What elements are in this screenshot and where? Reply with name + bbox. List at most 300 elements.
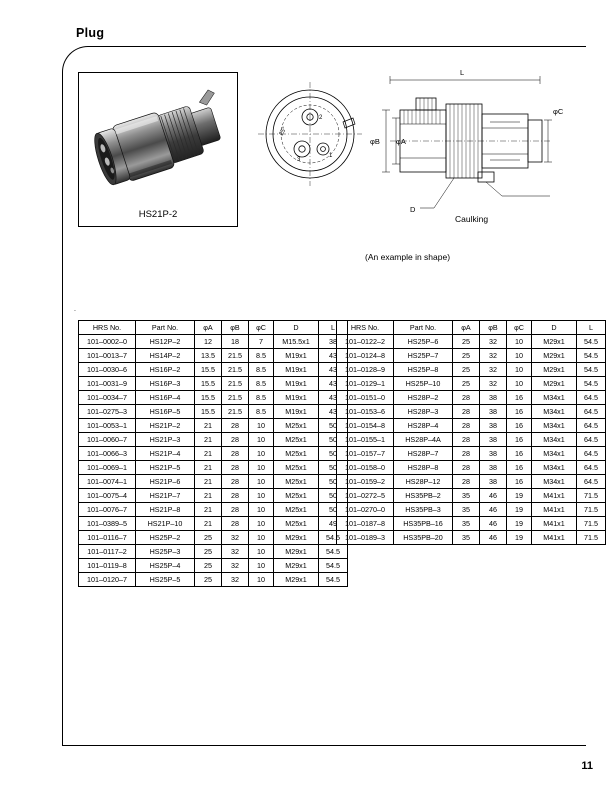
cell-hrs-no: 101–0154–8 [337, 419, 394, 433]
cell-phi-b: 28 [222, 517, 249, 531]
cell-phi-b: 28 [222, 503, 249, 517]
cell-phi-c: 16 [507, 391, 532, 405]
cell-part-no: HS25P–3 [136, 545, 195, 559]
cell-d: M29x1 [532, 349, 577, 363]
cell-phi-b: 46 [480, 531, 507, 545]
cell-hrs-no: 101–0124–8 [337, 349, 394, 363]
cell-l: 54.5 [319, 573, 348, 587]
product-photo-box [78, 72, 238, 227]
cell-part-no: HS21P–3 [136, 433, 195, 447]
cell-l: 49 [319, 517, 348, 531]
cell-l: 64.5 [577, 447, 606, 461]
cell-hrs-no: 101–0031–9 [79, 377, 136, 391]
cell-phi-b: 46 [480, 517, 507, 531]
table-row [79, 489, 348, 503]
col-hrs-no: HRS No. [337, 321, 394, 335]
cell-phi-b: 32 [222, 573, 249, 587]
cell-l: 54.5 [319, 531, 348, 545]
connector-photo-icon [79, 73, 237, 226]
cell-phi-c: 10 [249, 489, 274, 503]
cell-phi-c: 10 [249, 461, 274, 475]
col-phi-b: φB [480, 321, 507, 335]
cell-hrs-no: 101–0155–1 [337, 433, 394, 447]
col-d: D [274, 321, 319, 335]
decorative-dot: . [74, 306, 76, 313]
cell-d: M25x1 [274, 517, 319, 531]
cell-hrs-no: 101–0013–7 [79, 349, 136, 363]
cell-phi-c: 19 [507, 517, 532, 531]
table-row [337, 335, 606, 349]
cell-hrs-no: 101–0270–0 [337, 503, 394, 517]
cell-l: 54.5 [577, 335, 606, 349]
caulking-label: Caulking [455, 214, 489, 224]
col-phi-a: φA [453, 321, 480, 335]
cell-phi-c: 10 [249, 545, 274, 559]
cell-d: M34x1 [532, 447, 577, 461]
cell-d: M41x1 [532, 489, 577, 503]
cell-hrs-no: 101–0120–7 [79, 573, 136, 587]
cell-phi-b: 46 [480, 503, 507, 517]
cell-d: M25x1 [274, 419, 319, 433]
cell-phi-a: 28 [453, 391, 480, 405]
cell-hrs-no: 101–0122–2 [337, 335, 394, 349]
table-header-row [79, 321, 348, 335]
cell-l: 71.5 [577, 517, 606, 531]
dim-label-D: D [410, 205, 416, 214]
cell-phi-c: 16 [507, 475, 532, 489]
col-phi-c: φC [249, 321, 274, 335]
table-row [337, 377, 606, 391]
cell-hrs-no: 101–0074–1 [79, 475, 136, 489]
cell-phi-b: 21.5 [222, 363, 249, 377]
cell-hrs-no: 101–0117–2 [79, 545, 136, 559]
table-row [79, 517, 348, 531]
table-row [337, 391, 606, 405]
cell-part-no: HS14P–2 [136, 349, 195, 363]
cell-d: M25x1 [274, 447, 319, 461]
cell-phi-b: 21.5 [222, 349, 249, 363]
cell-phi-b: 38 [480, 419, 507, 433]
cell-part-no: HS16P–5 [136, 405, 195, 419]
col-phi-c: φC [507, 321, 532, 335]
col-part-no: Part No. [136, 321, 195, 335]
cell-l: 43 [319, 405, 348, 419]
cell-phi-c: 19 [507, 531, 532, 545]
cell-part-no: HS28P–3 [394, 405, 453, 419]
cell-d: M29x1 [532, 363, 577, 377]
cell-l: 64.5 [577, 461, 606, 475]
cell-phi-c: 8.5 [249, 377, 274, 391]
cell-phi-a: 21 [195, 419, 222, 433]
cell-l: 50 [319, 419, 348, 433]
cell-hrs-no: 101–0189–3 [337, 531, 394, 545]
cell-phi-b: 32 [222, 531, 249, 545]
cell-phi-b: 38 [480, 461, 507, 475]
table-row [79, 475, 348, 489]
cell-phi-c: 16 [507, 419, 532, 433]
cell-part-no: HS25P–4 [136, 559, 195, 573]
cell-phi-b: 28 [222, 433, 249, 447]
cell-phi-b: 46 [480, 489, 507, 503]
cell-hrs-no: 101–0002–0 [79, 335, 136, 349]
cell-d: M29x1 [532, 377, 577, 391]
cell-l: 50 [319, 461, 348, 475]
cell-phi-a: 35 [453, 517, 480, 531]
cell-phi-c: 8.5 [249, 363, 274, 377]
cell-phi-b: 21.5 [222, 391, 249, 405]
cell-phi-a: 13.5 [195, 349, 222, 363]
cell-phi-a: 25 [195, 545, 222, 559]
cell-phi-b: 28 [222, 461, 249, 475]
cell-phi-c: 8.5 [249, 349, 274, 363]
table-row [337, 447, 606, 461]
cell-d: M19x1 [274, 363, 319, 377]
table-row [79, 503, 348, 517]
svg-text:25°: 25° [278, 126, 289, 137]
cell-d: M19x1 [274, 391, 319, 405]
cell-phi-a: 25 [453, 349, 480, 363]
cell-phi-c: 16 [507, 433, 532, 447]
cell-phi-a: 21 [195, 447, 222, 461]
cell-l: 71.5 [577, 531, 606, 545]
cell-hrs-no: 101–0053–1 [79, 419, 136, 433]
cell-phi-a: 15.5 [195, 391, 222, 405]
cell-phi-a: 25 [195, 531, 222, 545]
cell-phi-a: 21 [195, 489, 222, 503]
plug-dimension-table-right [336, 320, 606, 545]
cell-part-no: HS12P–2 [136, 335, 195, 349]
cell-hrs-no: 101–0151–0 [337, 391, 394, 405]
cell-d: M29x1 [274, 559, 319, 573]
table-row [79, 447, 348, 461]
example-note: (An example in shape) [365, 252, 451, 262]
cell-hrs-no: 101–0187–8 [337, 517, 394, 531]
cell-hrs-no: 101–0389–5 [79, 517, 136, 531]
cell-phi-c: 10 [507, 377, 532, 391]
col-phi-a: φA [195, 321, 222, 335]
cell-d: M41x1 [532, 517, 577, 531]
cell-l: 71.5 [577, 503, 606, 517]
table-row [337, 433, 606, 447]
cell-part-no: HS35PB–3 [394, 503, 453, 517]
cell-hrs-no: 101–0153–6 [337, 405, 394, 419]
cell-phi-b: 38 [480, 391, 507, 405]
cell-part-no: HS21P–2 [136, 419, 195, 433]
cell-hrs-no: 101–0119–8 [79, 559, 136, 573]
table-row [79, 573, 348, 587]
cell-phi-c: 7 [249, 335, 274, 349]
cell-hrs-no: 101–0157–7 [337, 447, 394, 461]
cell-part-no: HS25P–2 [136, 531, 195, 545]
table-row [337, 405, 606, 419]
photo-caption: HS21P-2 [138, 209, 178, 220]
cell-d: M25x1 [274, 433, 319, 447]
cell-d: M19x1 [274, 349, 319, 363]
cell-d: M41x1 [532, 531, 577, 545]
cell-phi-a: 25 [453, 377, 480, 391]
table-row [79, 433, 348, 447]
cell-phi-a: 35 [453, 489, 480, 503]
cell-hrs-no: 101–0275–3 [79, 405, 136, 419]
table-row [337, 363, 606, 377]
cell-phi-c: 10 [249, 531, 274, 545]
cell-l: 64.5 [577, 433, 606, 447]
engineering-drawing [250, 62, 580, 272]
cell-phi-a: 35 [453, 503, 480, 517]
table-header-row [337, 321, 606, 335]
cell-phi-a: 21 [195, 461, 222, 475]
cell-d: M25x1 [274, 461, 319, 475]
cell-part-no: HS25P–10 [394, 377, 453, 391]
page-title: Plug [76, 26, 105, 40]
cell-phi-b: 32 [480, 377, 507, 391]
cell-l: 50 [319, 503, 348, 517]
cell-l: 50 [319, 447, 348, 461]
cell-d: M15.5x1 [274, 335, 319, 349]
cell-part-no: HS35PB–16 [394, 517, 453, 531]
col-d: D [532, 321, 577, 335]
table-row [79, 377, 348, 391]
cell-phi-b: 38 [480, 475, 507, 489]
col-l: L [577, 321, 606, 335]
cell-part-no: HS35PB–20 [394, 531, 453, 545]
table-row [79, 419, 348, 433]
table-row [337, 349, 606, 363]
cell-part-no: HS28P–4A [394, 433, 453, 447]
cell-phi-a: 12 [195, 335, 222, 349]
cell-d: M25x1 [274, 489, 319, 503]
cell-part-no: HS25P–7 [394, 349, 453, 363]
cell-phi-c: 10 [249, 503, 274, 517]
cell-phi-a: 21 [195, 433, 222, 447]
cell-phi-b: 32 [480, 349, 507, 363]
cell-phi-c: 10 [249, 517, 274, 531]
cell-part-no: HS21P–8 [136, 503, 195, 517]
cell-d: M29x1 [532, 335, 577, 349]
svg-text:2: 2 [319, 115, 323, 121]
cell-part-no: HS16P–2 [136, 363, 195, 377]
cell-phi-a: 15.5 [195, 363, 222, 377]
table-row [337, 489, 606, 503]
cell-l: 43 [319, 349, 348, 363]
cell-l: 64.5 [577, 391, 606, 405]
cell-phi-a: 25 [453, 363, 480, 377]
cell-hrs-no: 101–0030–6 [79, 363, 136, 377]
cell-phi-a: 28 [453, 433, 480, 447]
col-hrs-no: HRS No. [79, 321, 136, 335]
cell-phi-c: 10 [249, 475, 274, 489]
cell-d: M29x1 [274, 573, 319, 587]
cell-d: M34x1 [532, 419, 577, 433]
cell-d: M34x1 [532, 433, 577, 447]
cell-d: M41x1 [532, 503, 577, 517]
cell-phi-c: 8.5 [249, 405, 274, 419]
table-row [79, 405, 348, 419]
cell-phi-b: 21.5 [222, 377, 249, 391]
col-l: L [319, 321, 348, 335]
cell-hrs-no: 101–0069–1 [79, 461, 136, 475]
cell-phi-b: 38 [480, 405, 507, 419]
cell-phi-b: 32 [480, 363, 507, 377]
cell-d: M29x1 [274, 531, 319, 545]
col-phi-b: φB [222, 321, 249, 335]
table-row [337, 531, 606, 545]
cell-phi-a: 25 [195, 559, 222, 573]
cell-phi-c: 16 [507, 447, 532, 461]
cell-phi-a: 21 [195, 475, 222, 489]
cell-hrs-no: 101–0076–7 [79, 503, 136, 517]
cell-phi-b: 28 [222, 475, 249, 489]
cell-l: 43 [319, 391, 348, 405]
table-row [79, 545, 348, 559]
cell-phi-b: 28 [222, 447, 249, 461]
cell-part-no: HS21P–4 [136, 447, 195, 461]
page-number: 11 [581, 760, 593, 772]
cell-hrs-no: 101–0066–3 [79, 447, 136, 461]
cell-phi-b: 38 [480, 433, 507, 447]
cell-l: 43 [319, 363, 348, 377]
cell-phi-a: 21 [195, 503, 222, 517]
cell-l: 64.5 [577, 475, 606, 489]
cell-part-no: HS16P–3 [136, 377, 195, 391]
cell-l: 54.5 [577, 349, 606, 363]
cell-phi-c: 10 [507, 363, 532, 377]
cell-d: M25x1 [274, 475, 319, 489]
cell-part-no: HS28P–2 [394, 391, 453, 405]
cell-phi-b: 32 [480, 335, 507, 349]
svg-text:3: 3 [297, 157, 301, 163]
cell-part-no: HS28P–7 [394, 447, 453, 461]
cell-phi-a: 28 [453, 475, 480, 489]
cell-phi-b: 21.5 [222, 405, 249, 419]
col-part-no: Part No. [394, 321, 453, 335]
cell-hrs-no: 101–0116–7 [79, 531, 136, 545]
cell-phi-b: 38 [480, 447, 507, 461]
cell-phi-a: 28 [453, 405, 480, 419]
table-row [337, 503, 606, 517]
table-row [337, 517, 606, 531]
cell-part-no: HS21P–7 [136, 489, 195, 503]
cell-l: 64.5 [577, 419, 606, 433]
cell-phi-a: 15.5 [195, 377, 222, 391]
cell-d: M29x1 [274, 545, 319, 559]
cell-phi-a: 25 [195, 573, 222, 587]
cell-phi-c: 10 [249, 419, 274, 433]
cell-hrs-no: 101–0075–4 [79, 489, 136, 503]
svg-text:1: 1 [329, 153, 333, 159]
cell-l: 54.5 [319, 559, 348, 573]
table-row [79, 363, 348, 377]
cell-hrs-no: 101–0158–0 [337, 461, 394, 475]
cell-phi-c: 19 [507, 489, 532, 503]
cell-phi-c: 10 [507, 335, 532, 349]
cell-d: M25x1 [274, 503, 319, 517]
table-row [79, 391, 348, 405]
cell-l: 50 [319, 433, 348, 447]
cell-phi-a: 21 [195, 517, 222, 531]
cell-phi-c: 19 [507, 503, 532, 517]
cell-phi-b: 28 [222, 489, 249, 503]
cell-l: 43 [319, 377, 348, 391]
cell-d: M34x1 [532, 461, 577, 475]
cell-part-no: HS25P–5 [136, 573, 195, 587]
cell-phi-a: 15.5 [195, 405, 222, 419]
cell-phi-b: 18 [222, 335, 249, 349]
dim-label-L: L [460, 68, 465, 77]
cell-part-no: HS21P–10 [136, 517, 195, 531]
cell-hrs-no: 101–0034–7 [79, 391, 136, 405]
cell-phi-b: 28 [222, 419, 249, 433]
cell-phi-b: 32 [222, 545, 249, 559]
cell-d: M34x1 [532, 405, 577, 419]
cell-part-no: HS25P–6 [394, 335, 453, 349]
cell-phi-b: 32 [222, 559, 249, 573]
cell-hrs-no: 101–0272–5 [337, 489, 394, 503]
cell-phi-c: 16 [507, 461, 532, 475]
dim-label-phiA: φA [396, 137, 406, 146]
cell-part-no: HS28P–12 [394, 475, 453, 489]
cell-hrs-no: 101–0159–2 [337, 475, 394, 489]
cell-phi-a: 28 [453, 447, 480, 461]
cell-phi-c: 10 [249, 559, 274, 573]
dim-label-phiC: φC [553, 107, 564, 116]
cell-hrs-no: 101–0129–1 [337, 377, 394, 391]
plug-dimension-table-left [78, 320, 348, 587]
cell-phi-c: 10 [249, 433, 274, 447]
table-row [79, 531, 348, 545]
cell-phi-a: 28 [453, 461, 480, 475]
cell-part-no: HS28P–8 [394, 461, 453, 475]
cell-part-no: HS21P–6 [136, 475, 195, 489]
dim-label-phiB: φB [370, 137, 380, 146]
table-row [79, 349, 348, 363]
cell-d: M34x1 [532, 475, 577, 489]
cell-phi-a: 35 [453, 531, 480, 545]
cell-phi-a: 28 [453, 419, 480, 433]
cell-d: M19x1 [274, 405, 319, 419]
cell-hrs-no: 101–0060–7 [79, 433, 136, 447]
cell-part-no: HS35PB–2 [394, 489, 453, 503]
cell-part-no: HS21P–5 [136, 461, 195, 475]
table-row [79, 559, 348, 573]
cell-l: 54.5 [319, 545, 348, 559]
cell-l: 38 [319, 335, 348, 349]
cell-d: M34x1 [532, 391, 577, 405]
cell-l: 71.5 [577, 489, 606, 503]
cell-l: 64.5 [577, 405, 606, 419]
cell-part-no: HS28P–4 [394, 419, 453, 433]
cell-phi-a: 25 [453, 335, 480, 349]
cell-l: 54.5 [577, 377, 606, 391]
table-row [337, 475, 606, 489]
cell-l: 50 [319, 475, 348, 489]
table-row [337, 461, 606, 475]
cell-phi-c: 10 [249, 573, 274, 587]
cell-phi-c: 10 [249, 447, 274, 461]
table-row [79, 461, 348, 475]
cell-phi-c: 16 [507, 405, 532, 419]
cell-phi-c: 10 [507, 349, 532, 363]
cell-phi-c: 8.5 [249, 391, 274, 405]
cell-part-no: HS25P–8 [394, 363, 453, 377]
table-row [337, 419, 606, 433]
cell-hrs-no: 101–0128–9 [337, 363, 394, 377]
cell-part-no: HS16P–4 [136, 391, 195, 405]
cell-d: M19x1 [274, 377, 319, 391]
cell-l: 54.5 [577, 363, 606, 377]
cell-l: 50 [319, 489, 348, 503]
table-row [79, 335, 348, 349]
